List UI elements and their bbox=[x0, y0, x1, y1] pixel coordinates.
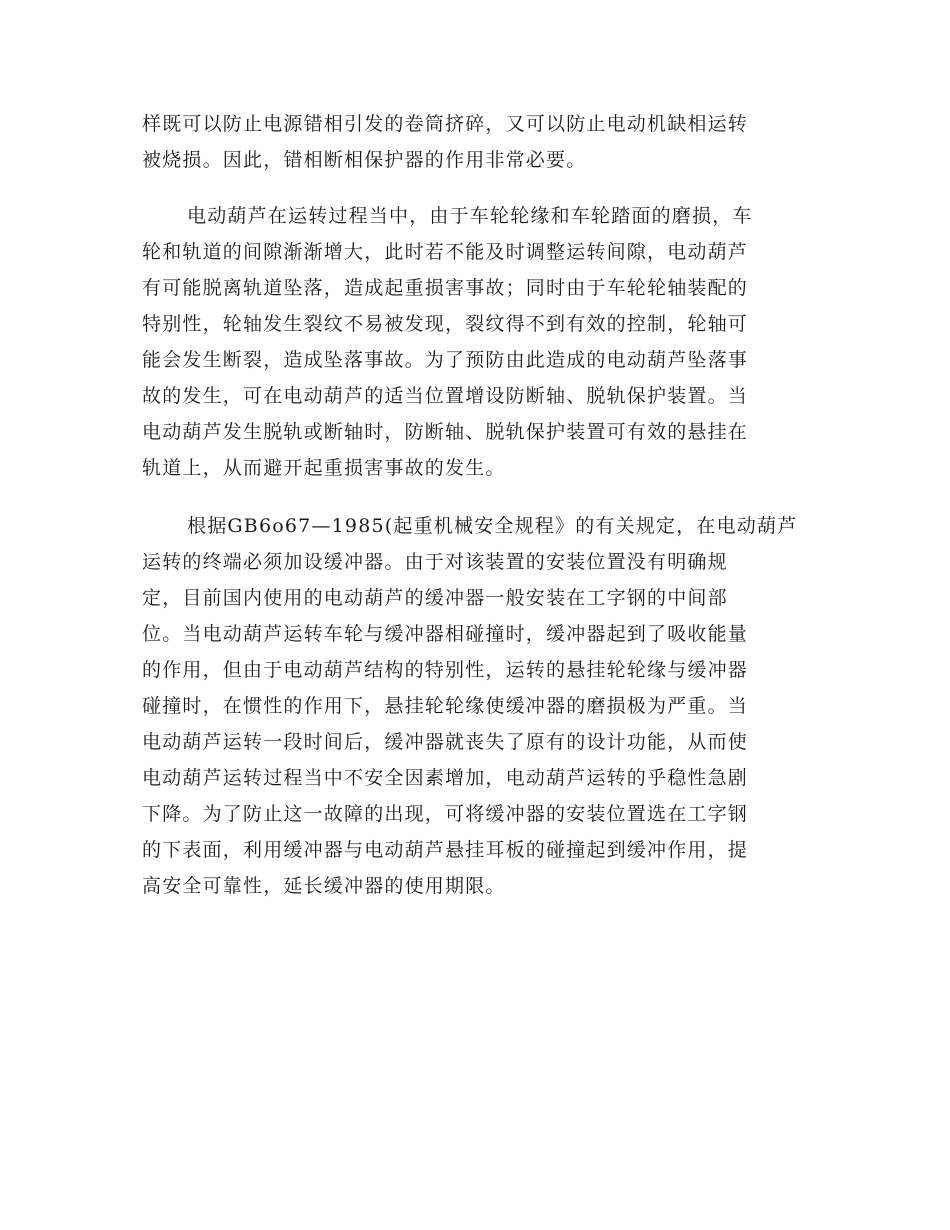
text-line: 运转的终端必须加设缓冲器。由于对该装置的安装位置没有明确规 bbox=[142, 551, 728, 573]
text-line: 被烧损。因此，错相断相保护器的作用非常必要。 bbox=[142, 149, 587, 171]
text-line: 特别性，轮轴发生裂纹不易被发现，裂纹得不到有效的控制，轮轴可 bbox=[142, 313, 749, 335]
text-line: 故的发生，可在电动葫芦的适当位置增设防断轴、脱轨保护装置。当 bbox=[142, 385, 749, 407]
text-line: 的作用，但由于电动葫芦结构的特别性，运转的悬挂轮轮缘与缓冲器 bbox=[142, 659, 749, 681]
text-line: 定，目前国内使用的电动葫芦的缓冲器一般安装在工字钢的中间部 bbox=[142, 587, 728, 609]
text-line: 碰撞时，在惯性的作用下，悬挂轮轮缘使缓冲器的磨损极为严重。当 bbox=[142, 695, 749, 717]
text-line: 轨道上，从而避开起重损害事故的发生。 bbox=[142, 457, 506, 479]
text-line: 电动葫芦运转过程当中不安全因素增加，电动葫芦运转的乎稳性急剧 bbox=[142, 767, 749, 789]
text-line: 样既可以防止电源错相引发的卷筒挤碎，又可以防止电动机缺相运转 bbox=[142, 113, 749, 135]
text-line: 有可能脱离轨道坠落，造成起重损害事故；同时由于车轮轮轴装配的 bbox=[142, 277, 749, 299]
text-line: 的下表面，利用缓冲器与电动葫芦悬挂耳板的碰撞起到缓冲作用，提 bbox=[142, 839, 749, 861]
text-line: 能会发生断裂，造成坠落事故。为了预防由此造成的电动葫芦坠落事 bbox=[142, 349, 749, 371]
text-line: 高安全可靠性，延长缓冲器的使用期限。 bbox=[142, 875, 506, 897]
text-line: 电动葫芦发生脱轨或断轴时，防断轴、脱轨保护装置可有效的悬挂在 bbox=[142, 421, 749, 443]
text-line: 位。当电动葫芦运转车轮与缓冲器相碰撞时，缓冲器起到了吸收能量 bbox=[142, 623, 749, 645]
text-line: 下降。为了防止这一故障的出现，可将缓冲器的安装位置选在工字钢 bbox=[142, 803, 749, 825]
text-line: 根据GB6o67—1985(起重机械安全规程》的有关规定，在电动葫芦 bbox=[187, 515, 798, 537]
text-line: 电动葫芦在运转过程当中，由于车轮轮缘和车轮踏面的磨损，车 bbox=[187, 205, 753, 227]
text-line: 轮和轨道的间隙渐渐增大，此时若不能及时调整运转间隙，电动葫芦 bbox=[142, 241, 749, 263]
text-line: 电动葫芦运转一段时间后，缓冲器就丧失了原有的设计功能，从而使 bbox=[142, 731, 749, 753]
